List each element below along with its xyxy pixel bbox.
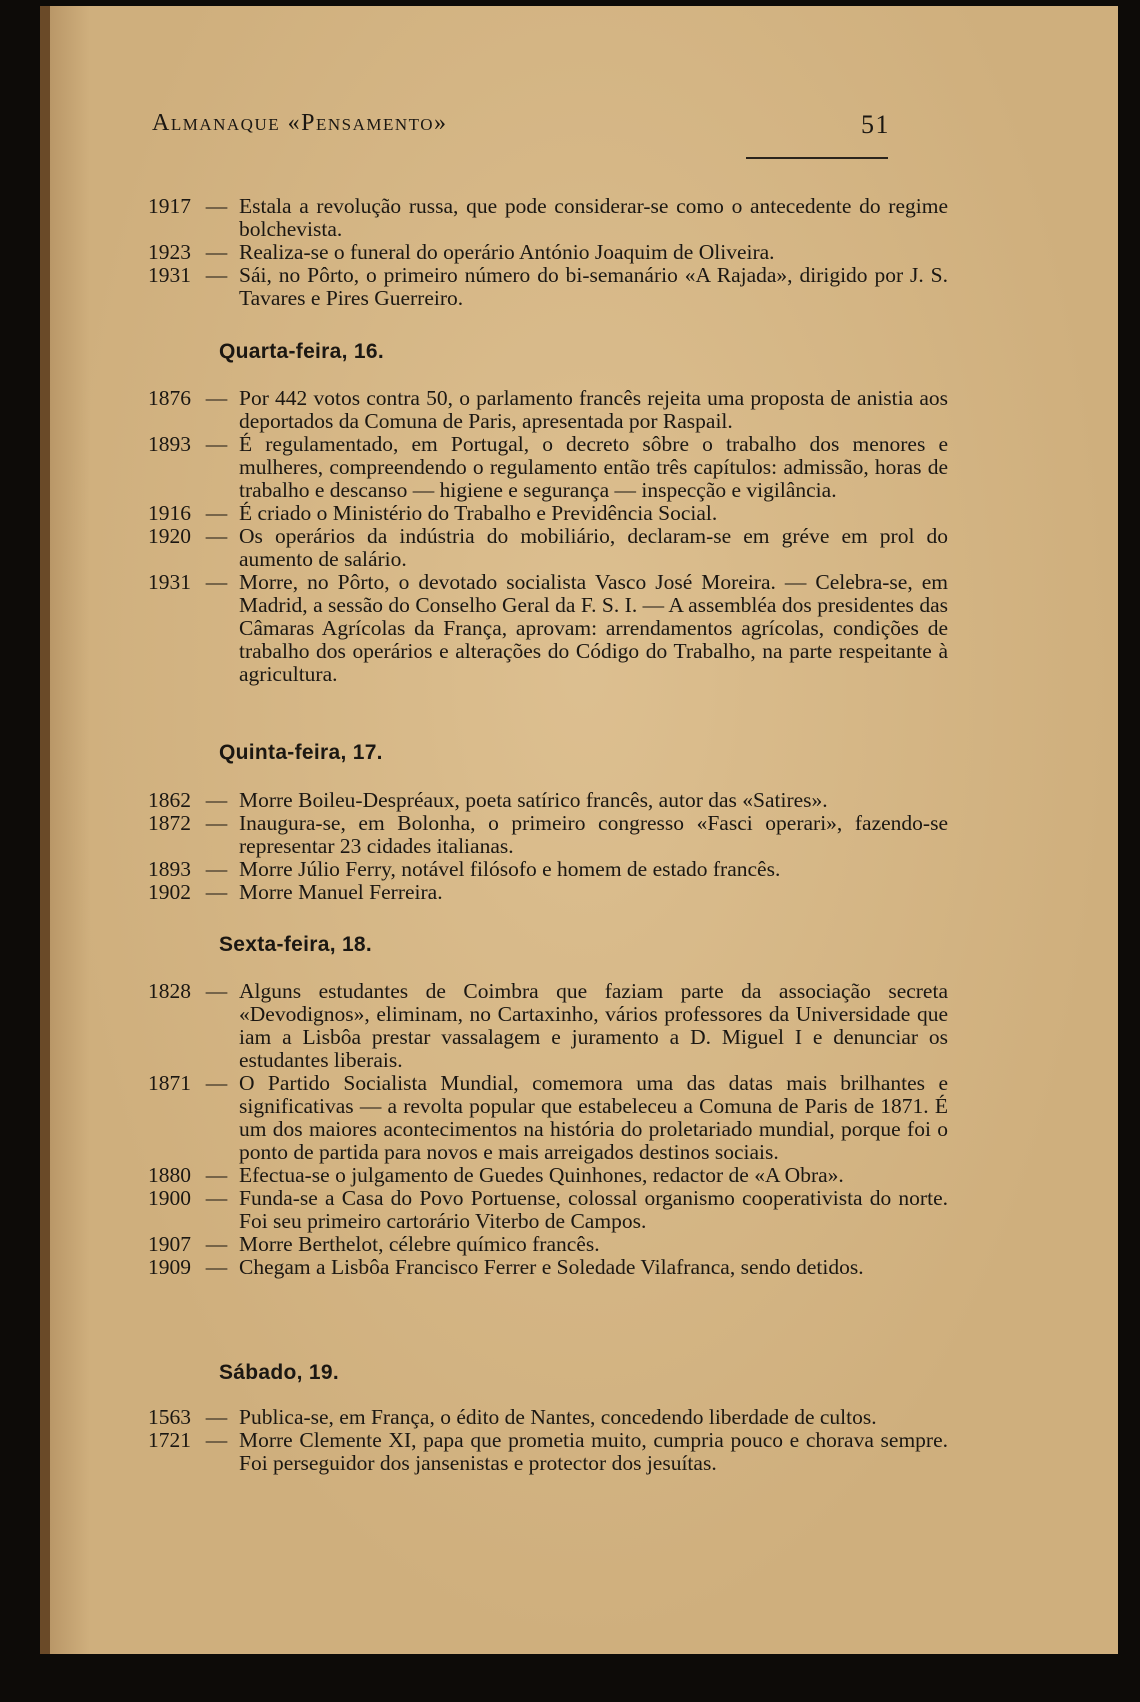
entry bbox=[148, 980, 948, 1072]
day-heading-thursday: Quinta-feira, 17. bbox=[219, 741, 383, 764]
entry-year: 1880 bbox=[148, 1163, 191, 1187]
entry bbox=[148, 858, 948, 881]
entry-dash: — bbox=[205, 1232, 228, 1256]
entry-year: 1909 bbox=[148, 1255, 191, 1279]
entry-dash: — bbox=[205, 1071, 228, 1095]
entry-text: Sái, no Pôrto, o primeiro número do bi-semanário «A Rajada», dirigido por J. S. Tavares e Pires Guerreiro. bbox=[239, 263, 948, 310]
section-thursday bbox=[148, 789, 948, 904]
entry-year: 1917 bbox=[148, 194, 191, 218]
entry bbox=[148, 241, 948, 264]
entry-dash: — bbox=[205, 570, 228, 594]
entry-dash: — bbox=[205, 524, 228, 548]
entry-dash: — bbox=[205, 979, 228, 1003]
entry-text: Publica-se, em França, o édito de Nantes, concedendo liberdade de cultos. bbox=[239, 1405, 877, 1429]
entry-year: 1828 bbox=[148, 979, 191, 1003]
entry bbox=[148, 387, 948, 433]
entry-year: 1876 bbox=[148, 386, 191, 410]
entry bbox=[148, 812, 948, 858]
entry-text: Inaugura-se, em Bolonha, o primeiro congresso «Fasci operari», fazendo-se representar 23 cidades italianas. bbox=[239, 811, 948, 858]
page-number: 51 bbox=[861, 110, 890, 139]
entry-dash: — bbox=[205, 386, 228, 410]
entry bbox=[148, 433, 948, 502]
entry-text: Chegam a Lisbôa Francisco Ferrer e Soledade Vilafranca, sendo detidos. bbox=[239, 1255, 864, 1279]
section-wednesday bbox=[148, 387, 948, 686]
entry-text: Funda-se a Casa do Povo Portuense, colossal organismo cooperativista do norte. Foi seu primeiro cartorário Viterbo de Campos. bbox=[239, 1186, 948, 1233]
entry bbox=[148, 1429, 948, 1475]
entry-year: 1872 bbox=[148, 811, 191, 835]
entry-text: Alguns estudantes de Coimbra que faziam parte da associação secreta «Devodignos», eliminam, no Cartaxinho, vários professores da Universidade que iam a Lisbôa prestar vassalagem e juramento a D. Miguel I e denunciar os estudantes liberais. bbox=[239, 979, 948, 1072]
almanac-title: Almanaque «Pensamento» bbox=[152, 110, 448, 136]
entry bbox=[148, 571, 948, 686]
entry-text: O Partido Socialista Mundial, comemora uma das datas mais brilhantes e significativas — a revolta popular que estabeleceu a Comuna de Paris de 1871. É um dos maiores acontecimentos na história do proletariado mundial, porque foi o ponto de partida para novos e mais arreigados destinos sociais. bbox=[239, 1071, 948, 1164]
entry-dash: — bbox=[205, 263, 228, 287]
entry-dash: — bbox=[205, 1186, 228, 1210]
entry-text: Efectua-se o julgamento de Guedes Quinhones, redactor de «A Obra». bbox=[239, 1163, 844, 1187]
entry-year: 1907 bbox=[148, 1232, 191, 1256]
entry-year: 1862 bbox=[148, 788, 191, 812]
entry-text: Realiza-se o funeral do operário António Joaquim de Oliveira. bbox=[239, 240, 775, 264]
section-friday bbox=[148, 980, 948, 1279]
entry-text: É criado o Ministério do Trabalho e Previdência Social. bbox=[239, 501, 718, 525]
entry bbox=[148, 1072, 948, 1164]
entry-dash: — bbox=[205, 811, 228, 835]
entry-dash: — bbox=[205, 788, 228, 812]
entry-text: Morre Berthelot, célebre químico francês. bbox=[239, 1232, 600, 1256]
entry-year: 1900 bbox=[148, 1186, 191, 1210]
entry-dash: — bbox=[205, 1428, 228, 1452]
entry-year: 1721 bbox=[148, 1428, 191, 1452]
entry bbox=[148, 264, 948, 310]
entry-dash: — bbox=[205, 1163, 228, 1187]
entry-text: Morre Clemente XI, papa que prometia muito, cumpria pouco e chorava sempre. Foi perseguidor dos jansenistas e protector dos jesuítas. bbox=[239, 1428, 948, 1475]
entry-dash: — bbox=[205, 240, 228, 264]
day-heading-friday: Sexta-feira, 18. bbox=[219, 933, 373, 956]
running-header bbox=[152, 110, 892, 150]
entry bbox=[148, 1187, 948, 1233]
entry bbox=[148, 789, 948, 812]
entry-year: 1563 bbox=[148, 1405, 191, 1429]
entry-year: 1931 bbox=[148, 570, 191, 594]
entry bbox=[148, 1164, 948, 1187]
entry-year: 1923 bbox=[148, 240, 191, 264]
entry-text: Morre Manuel Ferreira. bbox=[239, 880, 443, 904]
entry-text: Morre Júlio Ferry, notável filósofo e homem de estado francês. bbox=[239, 857, 781, 881]
entry-year: 1893 bbox=[148, 432, 191, 456]
entry-text: Morre Boileu-Despréaux, poeta satírico francês, autor das «Satires». bbox=[239, 788, 828, 812]
entry-text: Morre, no Pôrto, o devotado socialista Vasco José Moreira. — Celebra-se, em Madrid, a sessão do Conselho Geral da F. S. I. — A assembléa dos presidentes das Câmaras Agrícolas da França, aprovam: arrendamentos agrícolas, condições de trabalho dos operários e alterações do Código do Trabalho, na parte respeitante à agricultura. bbox=[239, 570, 948, 686]
section-continuation bbox=[148, 195, 948, 310]
entry-dash: — bbox=[205, 432, 228, 456]
entry-text: Os operários da indústria do mobiliário, declaram-se em gréve em prol do aumento de salário. bbox=[239, 524, 948, 571]
entry-text: É regulamentado, em Portugal, o decreto sôbre o trabalho dos menores e mulheres, compreendendo o regulamento então três capítulos: admissão, horas de trabalho e descanso — higiene e segurança — inspecção e vigilância. bbox=[239, 432, 948, 502]
entry-year: 1920 bbox=[148, 524, 191, 548]
entry-dash: — bbox=[205, 501, 228, 525]
entry-text: Estala a revolução russa, que pode considerar-se como o antecedente do regime bolchevista. bbox=[239, 194, 948, 241]
entry-dash: — bbox=[205, 880, 228, 904]
entry-dash: — bbox=[205, 857, 228, 881]
entry-year: 1893 bbox=[148, 857, 191, 881]
entry-dash: — bbox=[205, 1255, 228, 1279]
entry bbox=[148, 881, 948, 904]
entry bbox=[148, 525, 948, 571]
entry bbox=[148, 195, 948, 241]
day-heading-saturday: Sábado, 19. bbox=[219, 1361, 340, 1384]
entry bbox=[148, 502, 948, 525]
header-rule bbox=[746, 157, 888, 159]
day-heading-wednesday: Quarta-feira, 16. bbox=[219, 340, 384, 363]
entry-year: 1902 bbox=[148, 880, 191, 904]
entry bbox=[148, 1256, 948, 1279]
entry bbox=[148, 1406, 948, 1429]
entry-dash: — bbox=[205, 194, 228, 218]
section-saturday bbox=[148, 1406, 948, 1475]
entry-year: 1871 bbox=[148, 1071, 191, 1095]
entry-year: 1916 bbox=[148, 501, 191, 525]
entry-year: 1931 bbox=[148, 263, 191, 287]
entry-dash: — bbox=[205, 1405, 228, 1429]
entry-text: Por 442 votos contra 50, o parlamento francês rejeita uma proposta de anistia aos deportados da Comuna de Paris, apresentada por Raspail. bbox=[239, 386, 948, 433]
entry bbox=[148, 1233, 948, 1256]
